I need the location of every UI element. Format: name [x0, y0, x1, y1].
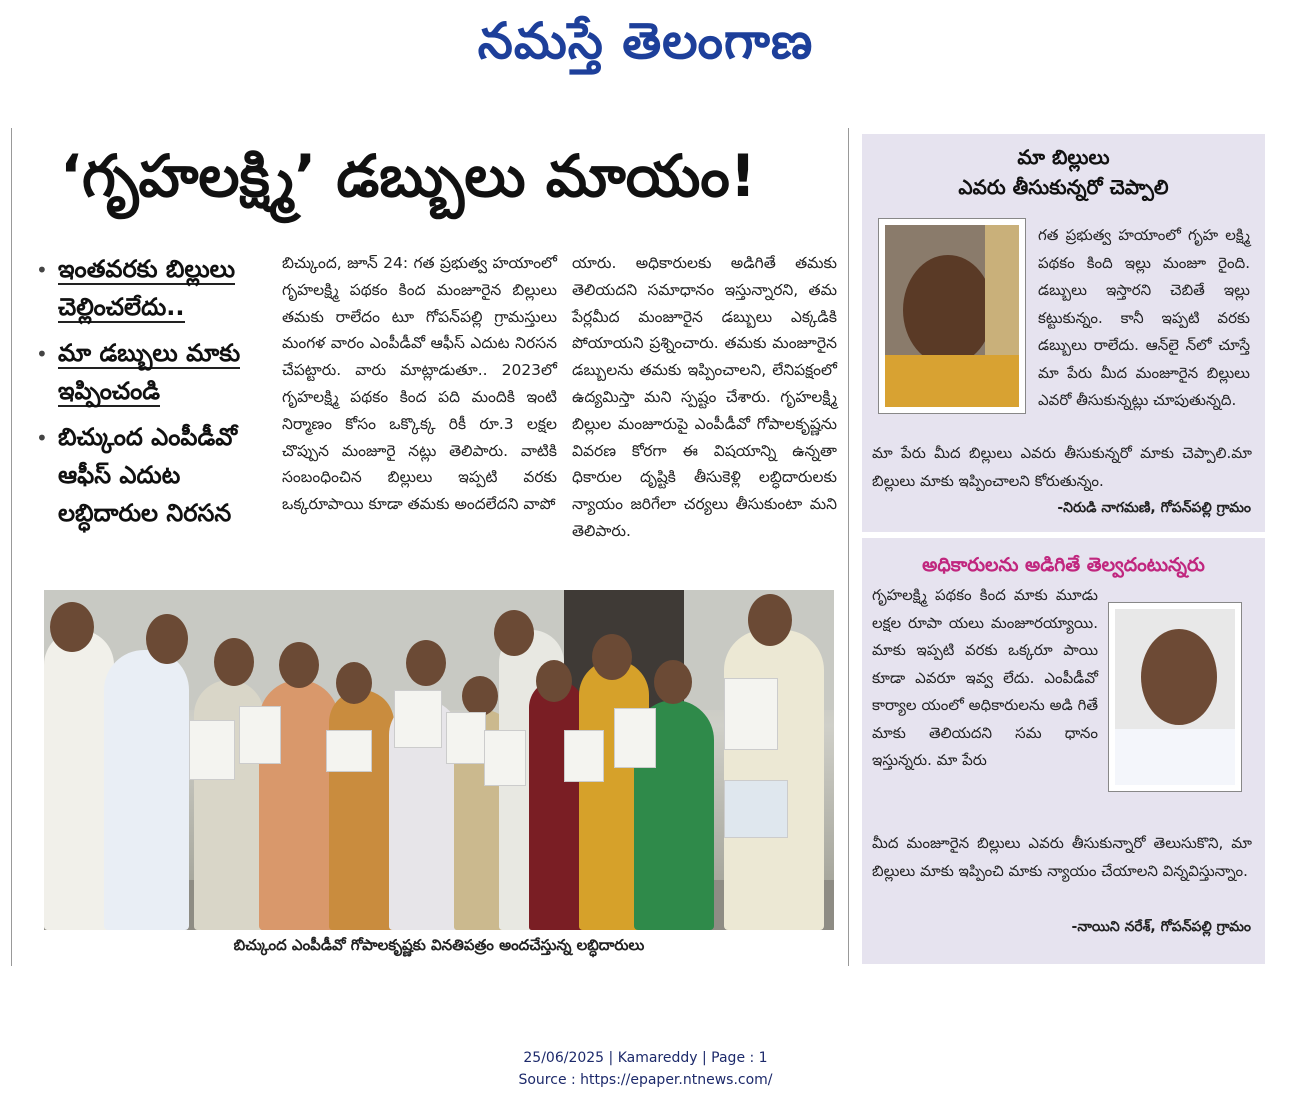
key-point: [36, 418, 266, 532]
bullet-icon: •: [36, 258, 48, 282]
footer-source: Source : https://epaper.ntnews.com/: [518, 1072, 773, 1088]
box1-quote-beside: గత ప్రభుత్వ హయాంలో గృహ లక్ష్మి పథకం కింది ఇల్లు మంజూ రైంది. డబ్బులు ఇస్తారని చెబితే ఇల్లు కట్టుకున్నం. కానీ ఇప్పటి వరకు డబ్బులు రాలేదు. ఆన్‌లై న్‌లో చూస్తే మా పేరు మీద మంజూరైన బిల్లులు ఎవరో తీసుకున్నట్లు చూపుతున్నది.: [1038, 226, 1250, 409]
key-points: [36, 250, 266, 540]
box1-title-line2: ఎవరు తీసుకున్నరో చెప్పాలి: [958, 175, 1169, 199]
news-photo: [44, 590, 834, 930]
box1-title-line1: మా బిల్లులు: [1017, 145, 1110, 169]
headline: ‘గృహలక్ష్మి’ డబ్బులు మాయం!: [60, 142, 757, 210]
box2-quote-beside: గృహలక్ష్మి పథకం కింద మాకు మూడు లక్షల రూపా యలు మంజూరయ్యాయి. మాకు ఇప్పటి వరకు ఒక్కరూ పాయి కూడా ఎవరూ ఇవ్వ లేదు. ఎంపీడీవో కార్యాల యంలో అధికారులను అడి గితే మాకు తెలియదని సమ ధానం ఇస్తున్నరు. మా పేరు: [872, 586, 1098, 769]
sidebar-quotes: [862, 134, 1265, 964]
key-point: [36, 250, 266, 326]
key-point-text: ఇంతవరకు బిల్లులు చెల్లించలేదు..: [58, 255, 236, 321]
sidebar-divider: [862, 532, 1265, 538]
box2-signature: -నాయిని నరేశ్, గోపన్‌పల్లి గ్రామం: [1071, 919, 1251, 935]
page-divider-right: [848, 128, 849, 966]
article-column-2: యారు. అధికారులకు అడిగితే తమకు తెలియదని సమాధానం ఇస్తున్నారని, తమ పేర్లమీద మంజూరైన డబ్బులు ఎక్కడికి పోయాయని ప్రశ్నించారు. తమకు మంజూరైన డబ్బులను తమకు ఇప్పించాలని, లేనిపక్షంలో ఉద్యమిస్తా మని స్పష్టం చేశారు. గృహలక్ష్మి బిల్లుల మంజూరుపై ఎంపీడీవో గోపాలకృష్ణను వివరణ కోరగా ఈ విషయాన్ని ఉన్నతా ధికారుల దృష్టికి తీసుకెళ్లి లబ్ధిదారులకు న్యాయం జరిగేలా చర్యలు తీసుకుంటా మని తెలిపారు.: [572, 254, 837, 540]
portrait-naresh: [1108, 602, 1242, 792]
box1-quote-full: మా పేరు మీద బిల్లులు ఎవరు తీసుకున్నరో మాకు చెప్పాలి.మా బిల్లులు మాకు ఇప్పించాలని కోరుతున్నం.: [872, 444, 1252, 490]
page-divider-left: [11, 128, 12, 966]
masthead-logo: నమస్తే తెలంగాణ: [477, 12, 814, 70]
box1-signature: -నిరుడి నాగమణి, గోపన్‌పల్లి గ్రామం: [1057, 500, 1251, 516]
photo-caption: బిచ్కుంద ఎంపీడీవో గోపాలకృష్ణకు వినతిపత్రం అందచేస్తున్న లబ్ధిదారులు: [233, 936, 645, 954]
footer-date-edition: 25/06/2025 | Kamareddy | Page : 1: [523, 1050, 768, 1066]
key-point-text: బిచ్కుంద ఎంపీడీవో ఆఫీస్ ఎదుట లబ్ధిదారుల నిరసన: [58, 423, 237, 527]
key-point-text: మా డబ్బులు మాకు ఇప్పించండి: [58, 339, 241, 405]
box2-title: అధికారులను అడిగితే తెల్వదంటున్నరు: [922, 554, 1205, 576]
bullet-icon: •: [36, 342, 48, 366]
key-point: [36, 334, 266, 410]
box2-quote-full: మీద మంజూరైన బిల్లులు ఎవరు తీసుకున్నారో తెలుసుకొని, మా బిల్లులు మాకు ఇప్పించి మాకు న్యాయం చేయాలని విన్నవిస్తున్నాం.: [872, 834, 1252, 880]
bullet-icon: •: [36, 426, 48, 450]
portrait-nagamani: [878, 218, 1026, 414]
article-column-1: బిచ్కుంద, జూన్ 24: గత ప్రభుత్వ హయాంలో గృహలక్ష్మి పథకం కింద మంజూరైన బిల్లులు తమకు రాలేదం టూ గోపన్‌పల్లి గ్రామస్తులు మంగళ వారం ఎంపీడీవో ఆఫీస్ ఎదుట నిరసన చేపట్టారు. వారు మాట్లాడుతూ.. 2023లో గృహలక్ష్మి పథకం కింద పది మందికి ఇంటి నిర్మాణం కోసం ఒక్కొక్క రికీ రూ.3 లక్షల చొప్పున మంజూరై నట్లు తెలిపారు. వాటికి సంబంధించిన బిల్లులు ఇప్పటి వరకు ఒక్కరూపాయి కూడా తమకు అందలేదని వాపో: [282, 254, 557, 514]
